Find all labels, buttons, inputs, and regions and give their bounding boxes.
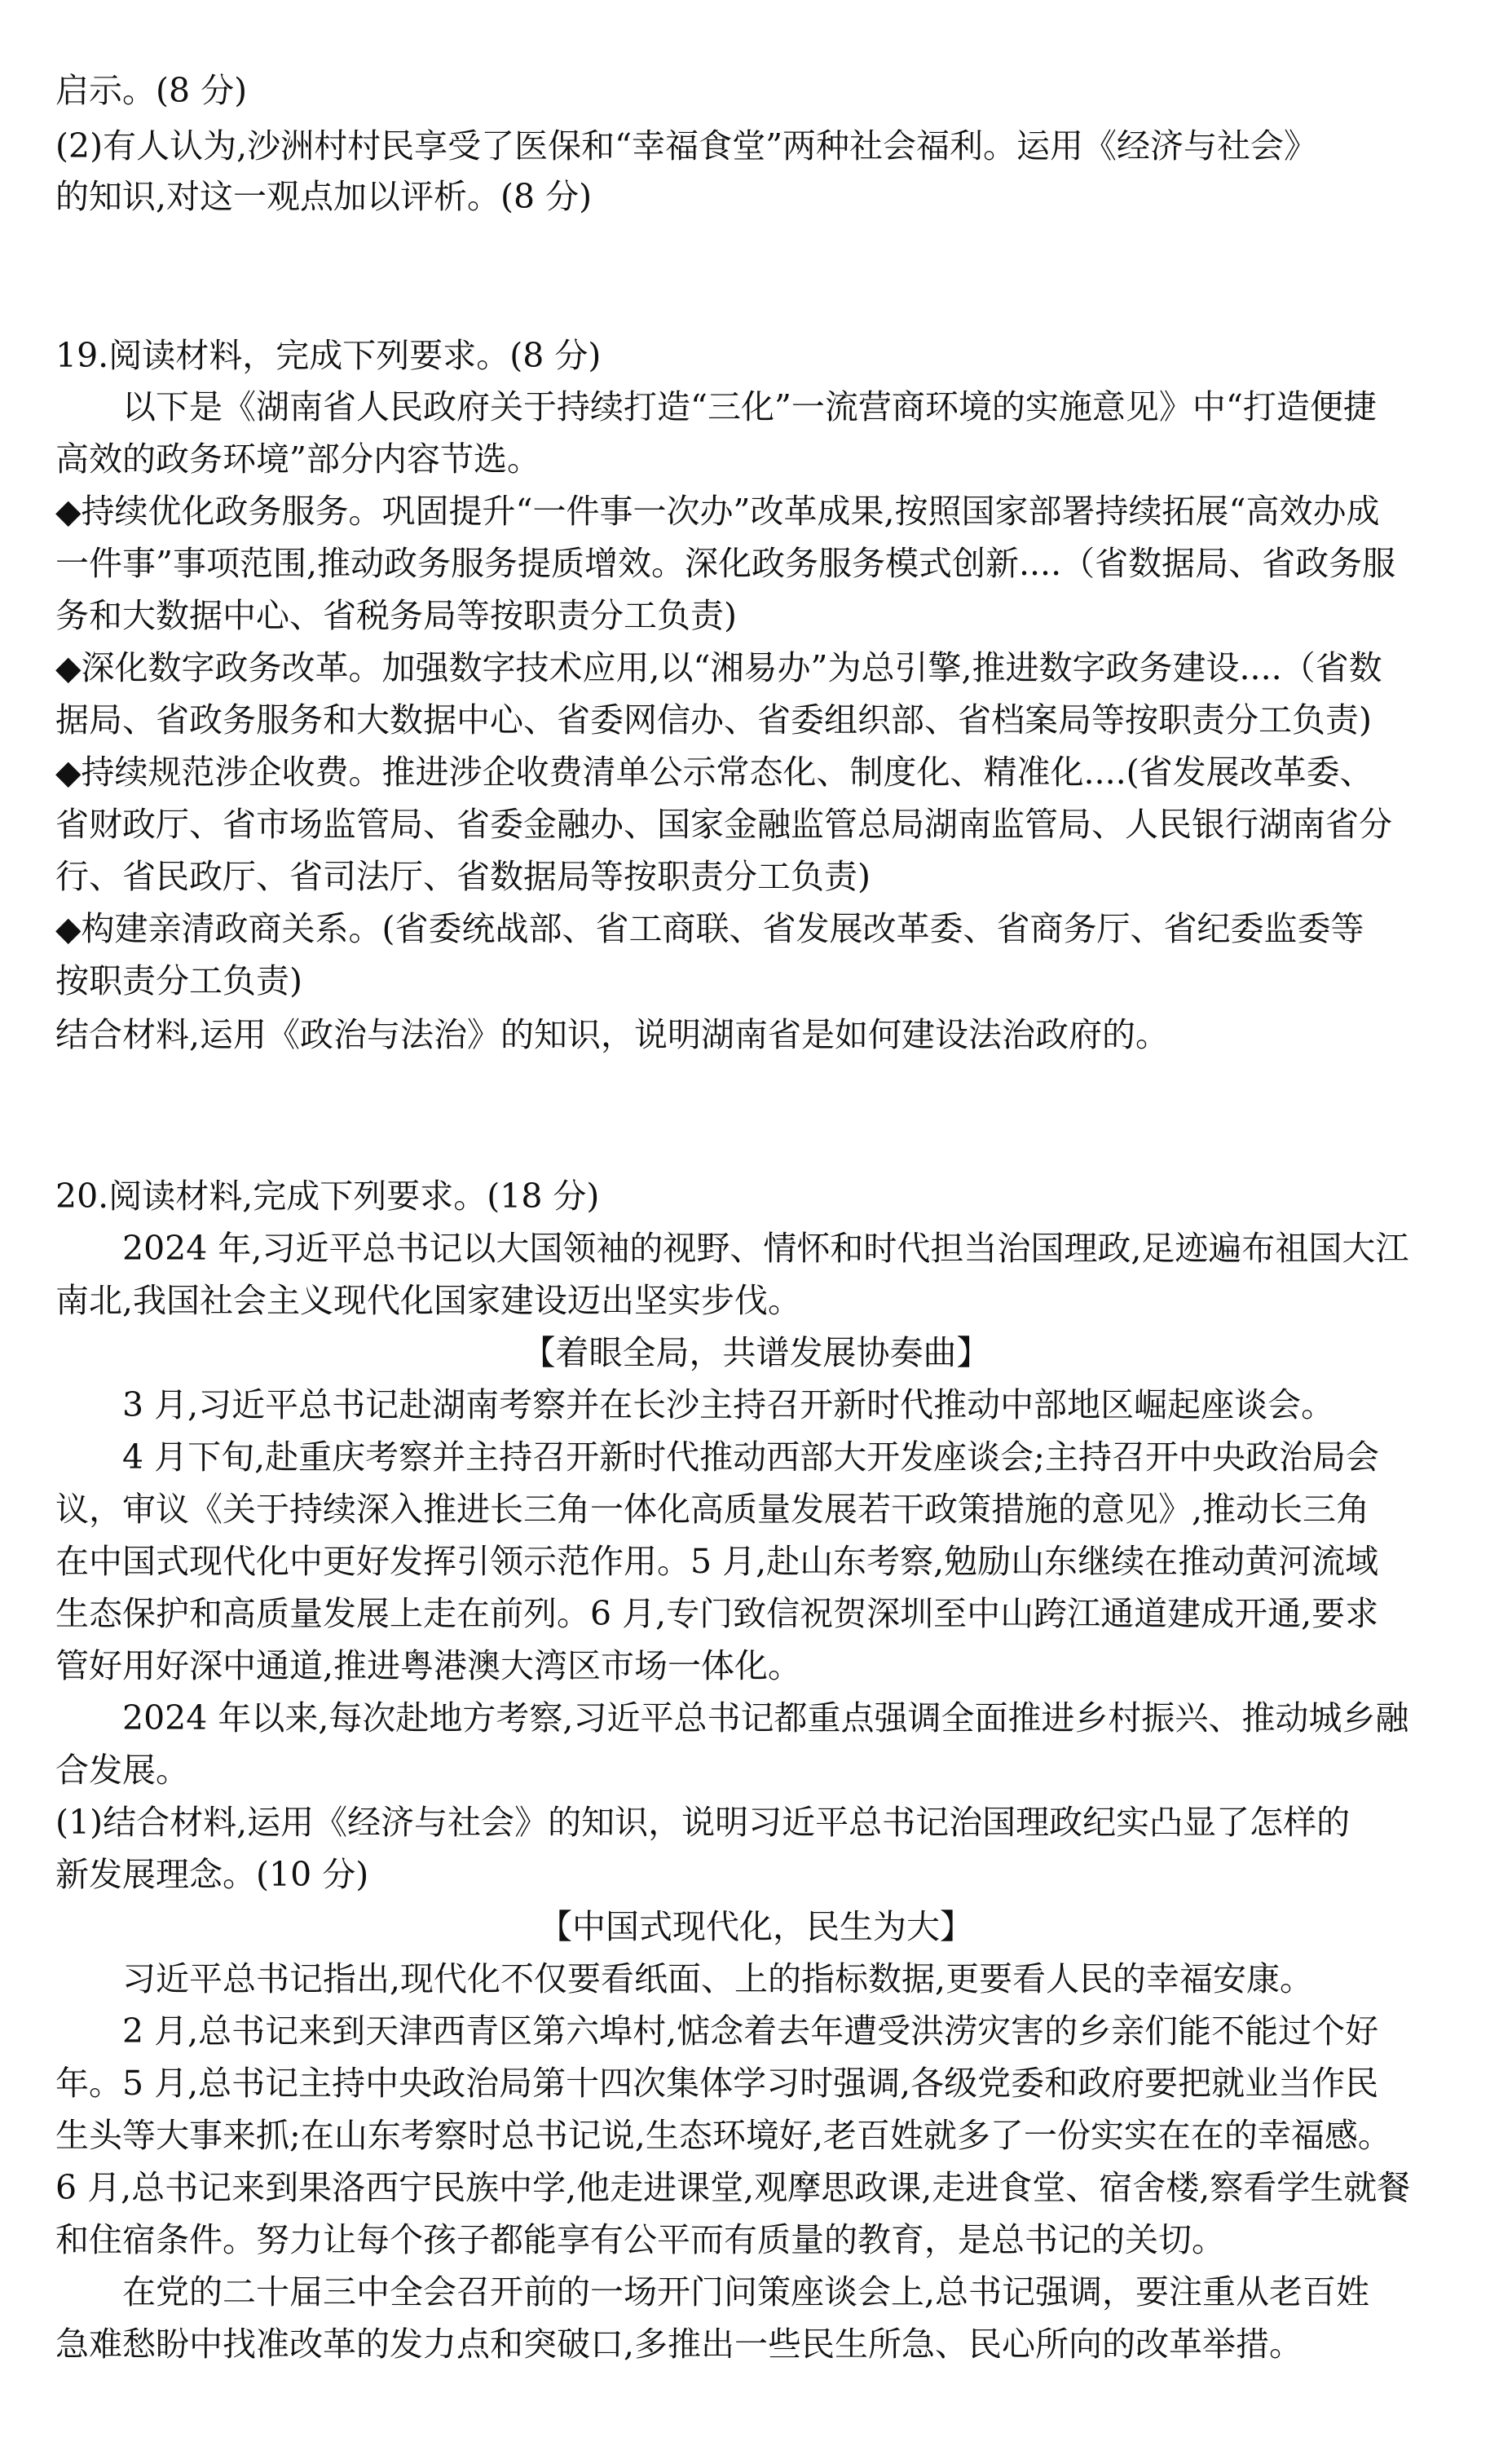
- q19-question: 结合材料,运用《政治与法治》的知识，说明湖南省是如何建设法治政府的。: [55, 1015, 1170, 1054]
- q20-paragraph-line: 3 月,习近平总书记赴湖南考察并在长沙主持召开新时代推动中部地区崛起座谈会。: [122, 1385, 1335, 1424]
- q20-paragraph-line: 2 月,总书记来到天津西青区第六埠村,惦念着去年遭受洪涝灾害的乡亲们能不能过个好: [122, 2011, 1379, 2051]
- q19-bullet-line: ◆深化数字政务改革。加强数字技术应用,以“湘易办”为总引擎,推进数字政务建设....（省数: [55, 648, 1382, 687]
- q20-paragraph-line: 议，审议《关于持续深入推进长三角一体化高质量发展若干政策措施的意见》,推动长三角: [55, 1490, 1370, 1529]
- q19-bullet-line: 据局、省政务服务和大数据中心、省委网信办、省委组织部、省档案局等按职责分工负责): [55, 700, 1372, 740]
- q19-bullet-line: ◆持续规范涉企收费。推进涉企收费清单公示常态化、制度化、精准化....(省发展改革委、: [55, 753, 1373, 792]
- q19-bullet-line: 按职责分工负责): [55, 961, 302, 1000]
- q20-heading: 20.阅读材料,完成下列要求。(18 分): [55, 1177, 600, 1216]
- q19-bullet-line: 务和大数据中心、省税务局等按职责分工负责): [55, 596, 737, 635]
- q20-paragraph-line: 生态保护和高质量发展上走在前列。6 月,专门致信祝贺深圳至中山跨江通道建成开通,要求: [55, 1594, 1379, 1633]
- q20-paragraph-line: 管好用好深中通道,推进粤港澳大湾区市场一体化。: [55, 1646, 802, 1685]
- q20-paragraph-line: 急难愁盼中找准改革的发力点和突破口,多推出一些民生所急、民心所向的改革举措。: [55, 2325, 1303, 2364]
- q20-paragraph-line: 合发展。: [55, 1751, 189, 1790]
- q20-paragraph-line: 和住宿条件。努力让每个孩子都能享有公平而有质量的教育，是总书记的关切。: [55, 2220, 1225, 2259]
- q18-line: 启示。(8 分): [55, 71, 248, 110]
- q20-paragraph-line: 6 月,总书记来到果洛西宁民族中学,他走进课堂,观摩思政课,走进食堂、宿舍楼,察看学生就餐: [55, 2168, 1411, 2207]
- q19-heading: 19.阅读材料，完成下列要求。(8 分): [55, 336, 602, 375]
- q20-paragraph-line: 在中国式现代化中更好发挥引领示范作用。5 月,赴山东考察,勉励山东继续在推动黄河流域: [55, 1542, 1379, 1581]
- q20-paragraph-line: 2024 年以来,每次赴地方考察,习近平总书记都重点强调全面推进乡村振兴、推动城乡融: [122, 1698, 1409, 1737]
- q20-paragraph-line: 在党的二十届三中全会召开前的一场开门问策座谈会上,总书记强调，要注重从老百姓: [122, 2272, 1370, 2311]
- q20-paragraph-line: 年。5 月,总书记主持中央政治局第十四次集体学习时强调,各级党委和政府要把就业当作民: [55, 2064, 1379, 2103]
- q20-intro-line: 2024 年,习近平总书记以大国领袖的视野、情怀和时代担当治国理政,足迹遍布祖国大江: [122, 1229, 1409, 1268]
- q20-section-title: 【着眼全局，共谱发展协奏曲】: [522, 1333, 990, 1372]
- q19-intro-line: 高效的政务环境”部分内容节选。: [55, 439, 540, 479]
- q20-subquestion-line: 新发展理念。(10 分): [55, 1855, 369, 1894]
- q20-paragraph-line: 生头等大事来抓;在山东考察时总书记说,生态环境好,老百姓就多了一份实实在在的幸福感。: [55, 2116, 1391, 2155]
- q19-intro-line: 以下是《湖南省人民政府关于持续打造“三化”一流营商环境的实施意见》中“打造便捷: [122, 387, 1377, 426]
- q20-paragraph-line: 4 月下旬,赴重庆考察并主持召开新时代推动西部大开发座谈会;主持召开中央政治局会: [122, 1437, 1379, 1477]
- q20-paragraph-line: 习近平总书记指出,现代化不仅要看纸面、上的指标数据,更要看人民的幸福安康。: [122, 1959, 1314, 1998]
- q19-bullet-line: 一件事”事项范围,推动政务服务提质增效。深化政务服务模式创新....（省数据局、省政务服: [55, 544, 1396, 583]
- q19-bullet-line: 省财政厅、省市场监管局、省委金融办、国家金融监管总局湖南监管局、人民银行湖南省分: [55, 805, 1392, 844]
- q18-part2-line: 的知识,对这一观点加以评析。(8 分): [55, 177, 593, 216]
- q19-bullet-line: 行、省民政厅、省司法厅、省数据局等按职责分工负责): [55, 857, 871, 896]
- q19-bullet-line: ◆持续优化政务服务。巩固提升“一件事一次办”改革成果,按照国家部署持续拓展“高效办成: [55, 492, 1380, 531]
- q20-intro-line: 南北,我国社会主义现代化国家建设迈出坚实步伐。: [55, 1281, 802, 1320]
- q19-bullet-line: ◆构建亲清政商关系。(省委统战部、省工商联、省发展改革委、省商务厅、省纪委监委等: [55, 909, 1364, 948]
- q20-section-title: 【中国式现代化，民生为大】: [539, 1907, 973, 1946]
- q20-subquestion-line: (1)结合材料,运用《经济与社会》的知识，说明习近平总书记治国理政纪实凸显了怎样的: [55, 1803, 1351, 1842]
- q18-part2-line: (2)有人认为,沙洲村村民享受了医保和“幸福食堂”两种社会福利。运用《经济与社会》: [55, 126, 1318, 166]
